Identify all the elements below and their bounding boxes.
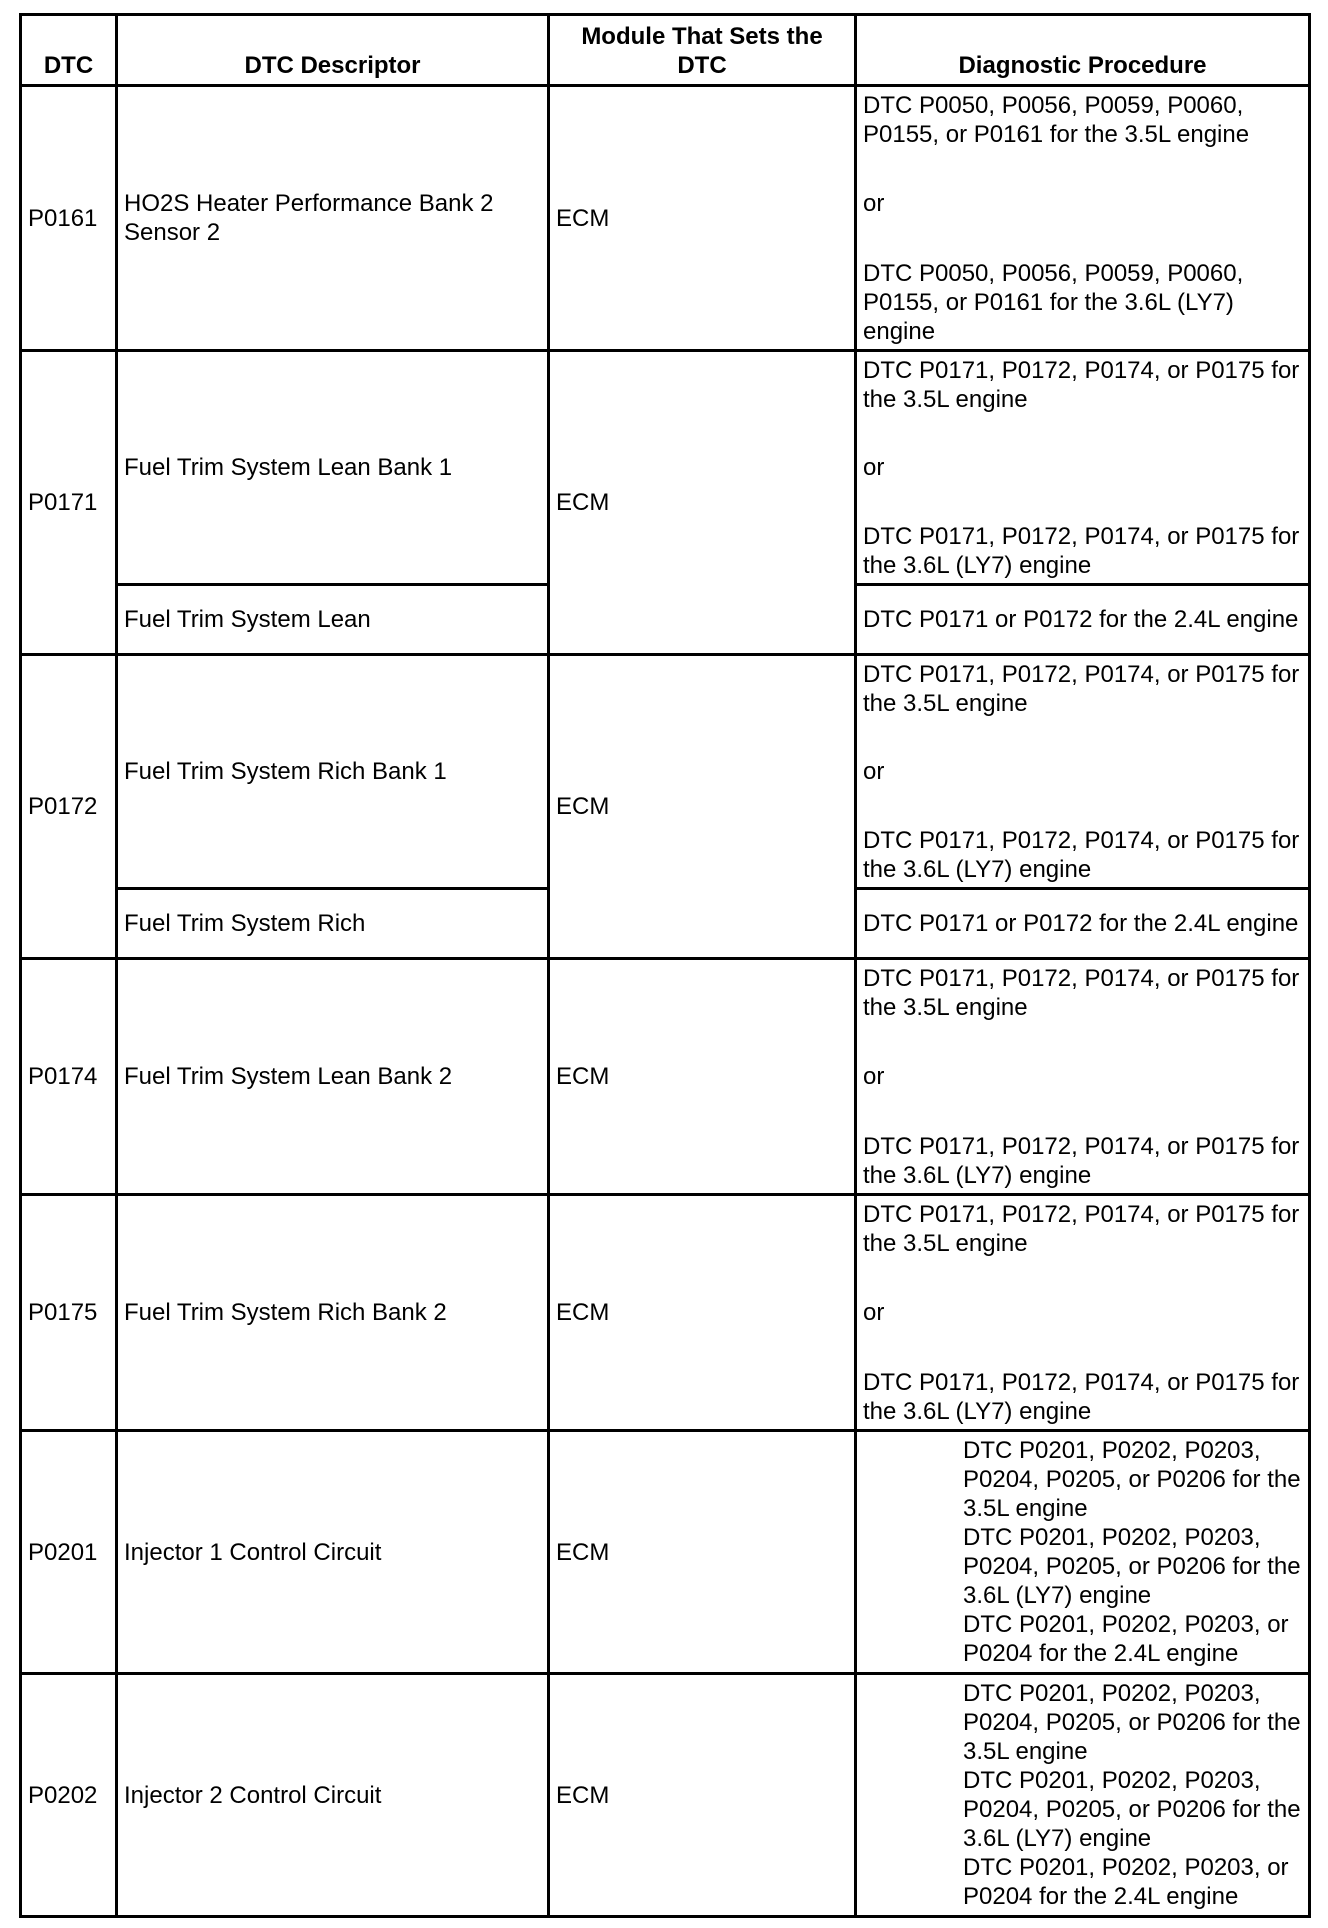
table-row: [21, 655, 1310, 889]
header-procedure: Diagnostic Procedure: [856, 15, 1310, 86]
procedure-or: or: [863, 1299, 885, 1326]
procedure-or: or: [863, 190, 885, 217]
diagnostic-procedure: DTC P0171 or P0172 for the 2.4L engine: [856, 889, 1310, 959]
procedure-line: DTC P0201, P0202, P0203, P0204, P0205, or P0206 for the 3.6L (LY7) engine: [963, 1767, 1301, 1852]
dtc-table: [19, 13, 1311, 1918]
procedure-line: DTC P0171, P0172, P0174, or P0175 for the 3.6L (LY7) engine: [863, 826, 1300, 883]
procedure-line: DTC P0171, P0172, P0174, or P0175 for the 3.5L engine: [863, 356, 1300, 413]
module-name: ECM: [549, 86, 856, 351]
header-dtc: DTC: [21, 15, 117, 86]
table-row: [21, 959, 1310, 1195]
procedure-line: DTC P0171, P0172, P0174, or P0175 for the 3.6L (LY7) engine: [863, 522, 1300, 579]
module-name: ECM: [549, 1195, 856, 1431]
procedure-or: or: [863, 454, 885, 481]
module-name: ECM: [549, 959, 856, 1195]
table-row: [21, 1195, 1310, 1431]
diagnostic-procedure: [856, 1195, 1310, 1431]
dtc-code: P0161: [21, 86, 117, 351]
diagnostic-procedure: [856, 959, 1310, 1195]
dtc-descriptor: Fuel Trim System Lean Bank 1: [117, 351, 549, 585]
table-row: [21, 351, 1310, 585]
header-row: [21, 15, 1310, 86]
dtc-code: P0201: [21, 1431, 117, 1674]
module-name: ECM: [549, 1674, 856, 1917]
table-row: [21, 1431, 1310, 1674]
procedure-line: DTC P0201, P0202, P0203, or P0204 for the 2.4L engine: [963, 1854, 1289, 1910]
procedure-line: DTC P0201, P0202, P0203, P0204, P0205, or P0206 for the 3.6L (LY7) engine: [963, 1524, 1301, 1609]
header-module: Module That Sets the DTC: [549, 15, 856, 86]
table-row: [21, 1674, 1310, 1917]
header-descriptor: DTC Descriptor: [117, 15, 549, 86]
dtc-code: P0171: [21, 351, 117, 655]
dtc-descriptor: Fuel Trim System Rich Bank 2: [117, 1195, 549, 1431]
diagnostic-procedure: DTC P0171 or P0172 for the 2.4L engine: [856, 585, 1310, 655]
module-name: ECM: [549, 655, 856, 959]
diagnostic-procedure: [856, 86, 1310, 351]
procedure-line: DTC P0171, P0172, P0174, or P0175 for the 3.6L (LY7) engine: [863, 1368, 1300, 1425]
diagnostic-procedure: [856, 351, 1310, 585]
dtc-descriptor: Injector 2 Control Circuit: [117, 1674, 549, 1917]
procedure-line: DTC P0050, P0056, P0059, P0060, P0155, or P0161 for the 3.5L engine: [863, 91, 1250, 148]
dtc-descriptor: Injector 1 Control Circuit: [117, 1431, 549, 1674]
procedure-line: DTC P0171, P0172, P0174, or P0175 for the 3.5L engine: [863, 964, 1300, 1021]
module-name: ECM: [549, 351, 856, 655]
table-row: [21, 86, 1310, 351]
diagnostic-procedure: [856, 1431, 1310, 1674]
procedure-line: DTC P0050, P0056, P0059, P0060, P0155, or P0161 for the 3.6L (LY7) engine: [863, 259, 1244, 345]
procedure-line: DTC P0201, P0202, P0203, P0204, P0205, or P0206 for the 3.5L engine: [963, 1680, 1301, 1765]
procedure-line: DTC P0201, P0202, P0203, or P0204 for the 2.4L engine: [963, 1611, 1289, 1667]
diagnostic-procedure: [856, 655, 1310, 889]
procedure-line: DTC P0201, P0202, P0203, P0204, P0205, or P0206 for the 3.5L engine: [963, 1437, 1301, 1522]
module-name: ECM: [549, 1431, 856, 1674]
dtc-document: [19, 13, 1308, 1915]
dtc-descriptor: Fuel Trim System Rich: [117, 889, 549, 959]
dtc-code: P0172: [21, 655, 117, 959]
dtc-code: P0175: [21, 1195, 117, 1431]
procedure-or: or: [863, 758, 885, 785]
procedure-line: DTC P0171, P0172, P0174, or P0175 for the 3.5L engine: [863, 1200, 1300, 1257]
dtc-descriptor: HO2S Heater Performance Bank 2 Sensor 2: [117, 86, 549, 351]
procedure-line: DTC P0171, P0172, P0174, or P0175 for the 3.5L engine: [863, 660, 1300, 717]
dtc-code: P0174: [21, 959, 117, 1195]
dtc-code: P0202: [21, 1674, 117, 1917]
dtc-descriptor: Fuel Trim System Rich Bank 1: [117, 655, 549, 889]
procedure-line: DTC P0171, P0172, P0174, or P0175 for the 3.6L (LY7) engine: [863, 1132, 1300, 1189]
dtc-descriptor: Fuel Trim System Lean Bank 2: [117, 959, 549, 1195]
dtc-descriptor: Fuel Trim System Lean: [117, 585, 549, 655]
procedure-or: or: [863, 1063, 885, 1090]
diagnostic-procedure: [856, 1674, 1310, 1917]
